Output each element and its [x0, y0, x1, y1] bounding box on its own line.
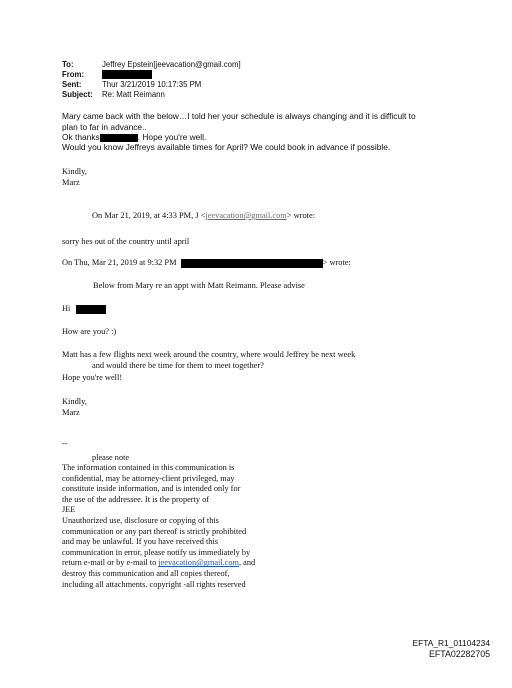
quote-text: On Thu, Mar 21, 2019 at 9:32 PM — [62, 258, 177, 267]
message-text: Ok thanks — [62, 132, 100, 142]
redaction-block — [76, 305, 106, 314]
disclaimer-line: communication in error, please notify us immediately by — [62, 547, 251, 557]
from-label: From: — [62, 70, 85, 79]
disclaimer-line: the use of the addressee. It is the property of — [62, 494, 209, 504]
disclaimer-line — [62, 558, 255, 569]
disclaimer-line: and may be unlawful. If you have received this — [62, 537, 218, 547]
bates-code: EFTA02282705 — [429, 649, 490, 659]
disclaimer-line: destroy this communication and all copies thereof, — [62, 568, 230, 578]
message-line: Mary came back with the below…I told her your schedule is always changing and it is difficult to — [62, 111, 416, 121]
quote-text: > wrote: — [286, 211, 316, 220]
bates-code-small: EFTA_R1_01104234 — [412, 638, 490, 648]
message-line: Hope you're well! — [62, 373, 123, 382]
signature-line: Kindly, — [62, 167, 87, 176]
disclaimer-line: Unauthorized use, disclosure or copying of this — [62, 515, 219, 525]
quote-header — [62, 258, 351, 269]
disclaimer-text: return e-mail or by e-mail to — [62, 558, 159, 568]
header-sent-row — [62, 80, 201, 89]
message-line — [62, 132, 206, 143]
header-from-row — [62, 70, 152, 79]
please-note: please note — [92, 453, 130, 462]
email-link[interactable]: jeevacation@gmail.com — [205, 211, 287, 220]
sent-label: Sent: — [62, 80, 82, 89]
greeting-text: Hi — [62, 304, 71, 313]
header-subject-row — [62, 90, 165, 99]
signature-line: Kindly, — [62, 397, 87, 406]
signature-name: Marz — [62, 408, 80, 417]
greeting-line — [62, 304, 106, 315]
disclaimer-line: JEE — [62, 505, 76, 515]
forward-note: Below from Mary re an appt with Matt Reimann. Please advise — [93, 281, 305, 290]
disclaimer-line: constitute inside information, and is intended only for — [62, 484, 241, 494]
disclaimer-line: confidential, may be attorney-client privileged, may — [62, 473, 235, 483]
signature-dashes: -- — [62, 439, 68, 448]
message-line: Would you know Jeffreys available times for April? We could book in advance if possible. — [62, 142, 391, 152]
quote-text: > wrote: — [322, 258, 351, 267]
to-label: To: — [62, 60, 74, 69]
message-line: Matt has a few flights next week around the country, where would Jeffrey be next week — [62, 350, 356, 359]
message-text: . Hope you're well. — [137, 132, 207, 142]
quote-header — [92, 211, 315, 222]
redaction-block — [181, 259, 323, 268]
message-line: plan to far in advance.. — [62, 122, 147, 132]
signature-name: Marz — [62, 178, 80, 187]
quote-text: On Mar 21, 2019, at 4:33 PM, J < — [92, 211, 206, 220]
disclaimer-line: including all attachments. copyright -all rights reserved — [62, 579, 246, 589]
redaction-block — [100, 134, 138, 142]
redaction-block — [102, 70, 152, 79]
to-value: Jeffrey Epstein[jeevacation@gmail.com] — [102, 60, 241, 69]
header-to-row — [62, 60, 241, 69]
disclaimer-line: communication or any part thereof is strictly prohibited — [62, 526, 247, 536]
message-line: and would there be time for them to meet together? — [92, 361, 264, 370]
sent-value: Thur 3/21/2019 10:17:35 PM — [102, 80, 202, 89]
disclaimer-block — [62, 463, 255, 590]
email-link[interactable]: jeevacation@gmail.com — [158, 558, 239, 568]
reply-text: sorry hes out of the country until april — [62, 237, 190, 246]
disclaimer-line: The information contained in this communication is — [62, 463, 235, 472]
disclaimer-text: , and — [238, 558, 256, 568]
how-are-you: How are you? :) — [62, 327, 117, 336]
subject-value: Re: Matt Reimann — [102, 90, 165, 99]
subject-label: Subject: — [62, 90, 93, 99]
